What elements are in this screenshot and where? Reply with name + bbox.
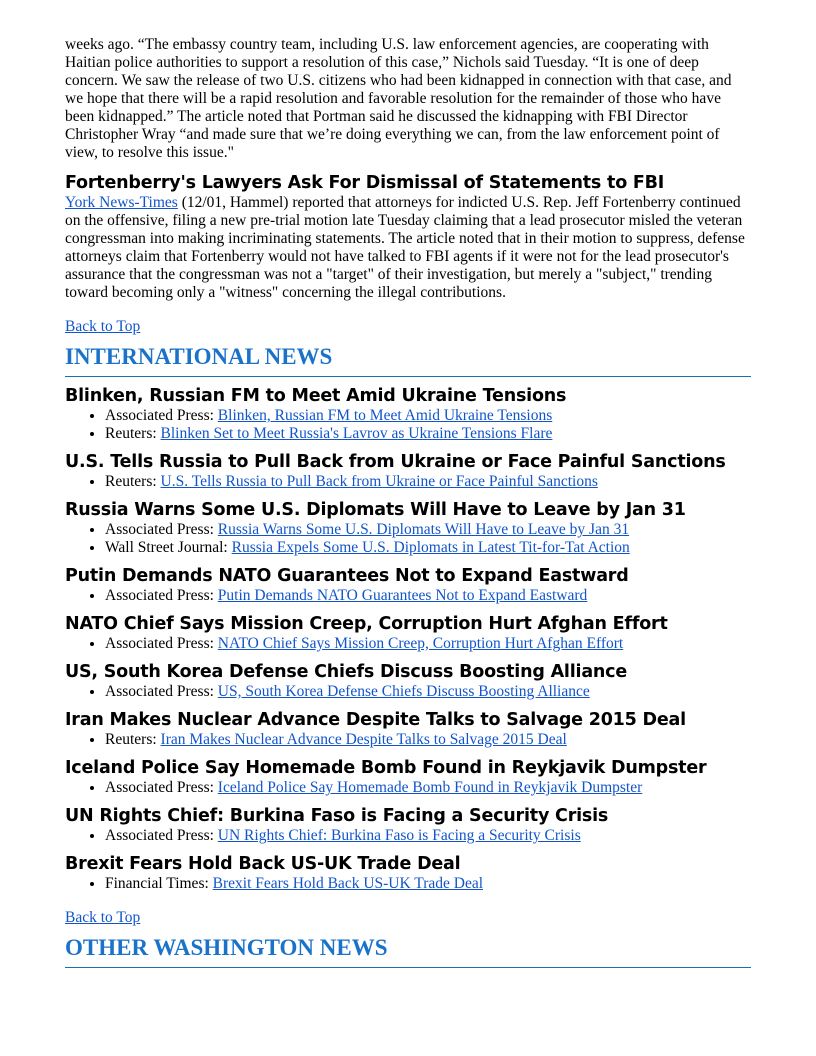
source-outlet: Associated Press:: [105, 779, 218, 796]
news-item: [65, 385, 751, 443]
article-link[interactable]: U.S. Tells Russia to Pull Back from Ukraine or Face Painful Sanctions: [160, 473, 598, 490]
article-link[interactable]: UN Rights Chief: Burkina Faso is Facing a Security Crisis: [217, 827, 581, 844]
source-item: [105, 473, 751, 491]
source-item: [105, 407, 751, 425]
york-news-times-link[interactable]: York News-Times: [65, 194, 178, 211]
article-link[interactable]: NATO Chief Says Mission Creep, Corruption Hurt Afghan Effort: [217, 635, 624, 652]
news-item: [65, 709, 751, 749]
source-outlet: Associated Press:: [105, 635, 218, 652]
source-outlet: Reuters:: [105, 731, 161, 748]
back-to-top-link-2[interactable]: Back to Top: [65, 909, 141, 926]
source-outlet: Associated Press:: [105, 683, 218, 700]
news-headline: US, South Korea Defense Chiefs Discuss Boosting Alliance: [65, 662, 628, 682]
source-item: [105, 425, 751, 443]
news-sources: [65, 731, 751, 749]
article-link[interactable]: Iceland Police Say Homemade Bomb Found in Reykjavik Dumpster: [217, 779, 643, 796]
news-headline: Russia Warns Some U.S. Diplomats Will Have to Leave by Jan 31: [65, 500, 686, 520]
article-link[interactable]: Putin Demands NATO Guarantees Not to Expand Eastward: [217, 587, 588, 604]
source-item: [105, 875, 751, 893]
news-headline: UN Rights Chief: Burkina Faso is Facing a Security Crisis: [65, 806, 609, 826]
news-sources: [65, 521, 751, 557]
article-link[interactable]: Blinken, Russian FM to Meet Amid Ukraine Tensions: [217, 407, 553, 424]
news-sources: [65, 407, 751, 443]
news-item: [65, 499, 751, 557]
news-sources: [65, 473, 751, 491]
source-item: [105, 521, 751, 539]
fortenberry-headline: Fortenberry's Lawyers Ask For Dismissal of Statements to FBI: [65, 173, 665, 193]
back-to-top-1-wrap: [65, 318, 751, 336]
news-headline: Brexit Fears Hold Back US-UK Trade Deal: [65, 854, 461, 874]
news-sources: [65, 635, 751, 653]
source-item: [105, 635, 751, 653]
source-outlet: Associated Press:: [105, 407, 218, 424]
source-item: [105, 827, 751, 845]
source-item: [105, 683, 751, 701]
article-link[interactable]: Brexit Fears Hold Back US-UK Trade Deal: [212, 875, 484, 892]
other-washington-news-heading: OTHER WASHINGTON NEWS: [65, 935, 751, 968]
source-outlet: Financial Times:: [105, 875, 213, 892]
source-outlet: Wall Street Journal:: [105, 539, 232, 556]
back-to-top-2-wrap: [65, 909, 751, 927]
news-sources: [65, 827, 751, 845]
news-headline: Blinken, Russian FM to Meet Amid Ukraine Tensions: [65, 386, 567, 406]
news-item: [65, 805, 751, 845]
news-item: [65, 613, 751, 653]
article-link[interactable]: Russia Expels Some U.S. Diplomats in Latest Tit-for-Tat Action: [231, 539, 630, 556]
news-sources: [65, 587, 751, 605]
source-item: [105, 779, 751, 797]
news-headline: Iran Makes Nuclear Advance Despite Talks to Salvage 2015 Deal: [65, 710, 686, 730]
news-sources: [65, 875, 751, 893]
news-item: [65, 451, 751, 491]
lead-paragraph: weeks ago. “The embassy country team, including U.S. law enforcement agencies, are cooperating with Haitian police authorities to support a resolution of this case,” Nichols said Tuesday. “It is one of deep concern. We saw the release of two U.S. citizens who had been kidnapped in connection with that case, and we hope that there will be a rapid resolution and favorable resolution for the remainder of those who have been kidnapped.” The article noted that Portman said he discussed the kidnapping with FBI Director Christopher Wray “and made sure that we’re doing everything we can, from the law enforcement point of view, to resolve this issue.": [65, 36, 732, 161]
article-link[interactable]: Iran Makes Nuclear Advance Despite Talks to Salvage 2015 Deal: [160, 731, 567, 748]
source-item: [105, 731, 751, 749]
article-link[interactable]: Blinken Set to Meet Russia's Lavrov as Ukraine Tensions Flare: [160, 425, 553, 442]
source-outlet: Associated Press:: [105, 827, 218, 844]
article-link[interactable]: US, South Korea Defense Chiefs Discuss Boosting Alliance: [217, 683, 590, 700]
news-headline: Putin Demands NATO Guarantees Not to Expand Eastward: [65, 566, 629, 586]
news-sources: [65, 683, 751, 701]
fortenberry-paragraph: [65, 194, 751, 302]
source-outlet: Associated Press:: [105, 521, 218, 538]
news-sources: [65, 779, 751, 797]
article-link[interactable]: Russia Warns Some U.S. Diplomats Will Have to Leave by Jan 31: [217, 521, 630, 538]
news-item: [65, 565, 751, 605]
news-item: [65, 853, 751, 893]
source-item: [105, 539, 751, 557]
source-outlet: Associated Press:: [105, 587, 218, 604]
source-outlet: Reuters:: [105, 425, 161, 442]
news-item: [65, 661, 751, 701]
news-headline: NATO Chief Says Mission Creep, Corruption Hurt Afghan Effort: [65, 614, 668, 634]
source-outlet: Reuters:: [105, 473, 161, 490]
fortenberry-body: (12/01, Hammel) reported that attorneys for indicted U.S. Rep. Jeff Fortenberry continued on the offensive, filing a new pre-trial motion late Tuesday claiming that a lead prosecutor misled the veteran congressman into making incriminating statements. The article noted that in their motion to suppress, defense attorneys claim that Fortenberry would not have talked to FBI agents if it were not for the lead prosecutor's assurance that the congressman was not a "target" of their investigation, but merely a "subject," trending toward becoming only a "witness" concerning the illegal contributions.: [65, 194, 745, 301]
international-news-heading: INTERNATIONAL NEWS: [65, 344, 751, 377]
international-news-list: [65, 385, 751, 893]
back-to-top-link-1[interactable]: Back to Top: [65, 318, 141, 335]
news-headline: U.S. Tells Russia to Pull Back from Ukraine or Face Painful Sanctions: [65, 452, 726, 472]
news-item: [65, 757, 751, 797]
news-headline: Iceland Police Say Homemade Bomb Found in Reykjavik Dumpster: [65, 758, 707, 778]
source-item: [105, 587, 751, 605]
